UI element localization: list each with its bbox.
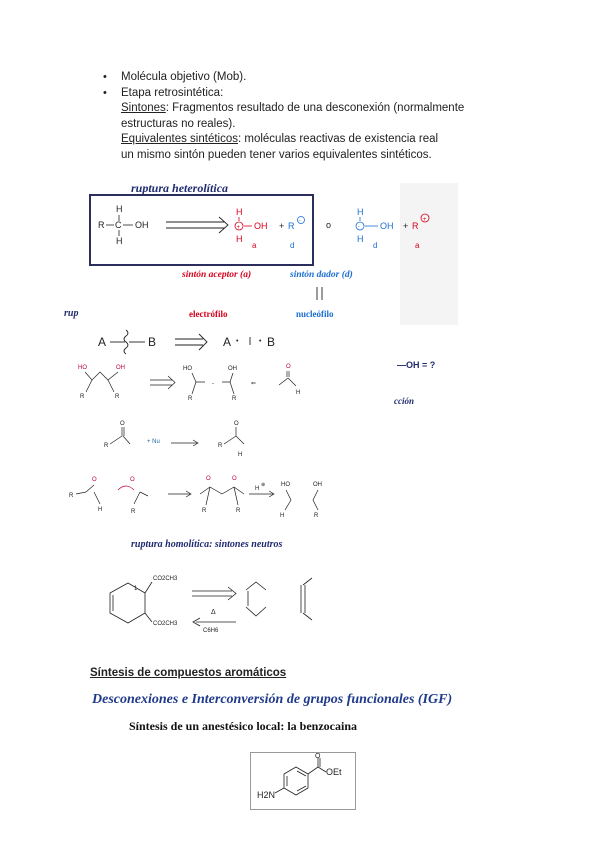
svg-text:C: C — [115, 220, 122, 230]
ester-bottom-label: CO2CH3 — [153, 621, 178, 627]
benzocaine-structure — [251, 753, 355, 809]
svg-text:d: d — [373, 241, 378, 250]
svg-text:O: O — [130, 477, 135, 483]
svg-text:OH: OH — [116, 365, 125, 371]
rup-label: rup — [64, 308, 79, 319]
svg-text:O: O — [234, 421, 239, 427]
generic-disconnection — [98, 330, 275, 354]
bullet-text: Molécula objetivo (Mob). — [121, 71, 247, 83]
equivalentes-cont: un mismo sintón pueden tener varios equivalentes sintéticos. — [121, 148, 432, 161]
sintones-cont: estructuras no reales). — [121, 117, 236, 130]
svg-text:H: H — [236, 234, 243, 244]
svg-text:B: B — [267, 335, 276, 349]
svg-text:H: H — [116, 204, 123, 214]
svg-text:O: O — [206, 476, 211, 482]
svg-text:OH: OH — [313, 482, 322, 488]
equivalentes-text: : moléculas reactivas de existencia real — [237, 133, 439, 145]
svg-text:R: R — [104, 443, 109, 449]
svg-text:O: O — [120, 421, 125, 427]
section-title: Síntesis de compuestos aromáticos — [90, 667, 287, 679]
aldehyde-row — [104, 421, 244, 458]
svg-text:R: R — [98, 220, 105, 230]
svg-text:R: R — [314, 513, 319, 519]
svg-text:R: R — [188, 396, 193, 402]
donor-R-minus — [288, 217, 305, 251]
nucleofilo-label: nucleófilo — [296, 309, 334, 319]
svg-text:HO: HO — [78, 365, 87, 371]
figure1-heading: ruptura heterolítica — [131, 181, 229, 195]
svg-text:a: a — [415, 241, 420, 250]
svg-text:O: O — [315, 753, 321, 760]
svg-text:R: R — [202, 508, 207, 514]
svg-text:OH: OH — [254, 221, 268, 231]
bullet-text: Etapa retrosintética: — [121, 86, 224, 99]
sinton-dador-label: sintón dador (d) — [290, 270, 353, 280]
substrate-molecule — [98, 204, 149, 246]
or-word: o — [326, 220, 332, 230]
svg-text:H: H — [236, 207, 243, 217]
svg-text:-: - — [357, 224, 360, 231]
svg-text:R: R — [288, 221, 295, 231]
svg-text:+: + — [236, 225, 241, 231]
svg-text:H: H — [116, 236, 123, 246]
svg-text:B: B — [148, 335, 157, 349]
ccion-label: cción — [394, 396, 414, 406]
sinton-aceptor-label: sintón aceptor (a) — [182, 270, 252, 280]
solvent-label: C6H6 — [203, 628, 219, 634]
svg-text:OH: OH — [135, 220, 149, 230]
svg-text:O: O — [232, 476, 237, 482]
equivalentes-term: Equivalentes sintéticos — [121, 133, 238, 145]
svg-text:O: O — [286, 364, 291, 370]
svg-text:R: R — [69, 493, 74, 499]
benzocaine-title: Síntesis de un anestésico local: la benzocaina — [129, 719, 358, 733]
svg-text:d: d — [290, 241, 295, 250]
svg-text:-: - — [298, 218, 301, 225]
svg-text:a: a — [252, 241, 257, 250]
amine-group-label: H2N — [257, 790, 276, 800]
svg-text:H: H — [255, 486, 260, 492]
delta-label: Δ — [211, 609, 216, 616]
donor-fragment — [356, 207, 394, 250]
svg-text:+: + — [422, 216, 427, 223]
svg-text:•: • — [259, 338, 262, 345]
svg-text:+: + — [403, 221, 409, 231]
double-bar — [317, 287, 322, 300]
svg-text:O: O — [92, 477, 97, 483]
svg-text:H: H — [357, 207, 364, 217]
svg-text:H: H — [98, 507, 103, 513]
electrofilo-label: electrófilo — [189, 309, 228, 319]
svg-text:R: R — [131, 509, 136, 515]
svg-text:OH: OH — [228, 366, 237, 372]
oh-question-label: —OH = ? — [397, 360, 436, 370]
svg-text:H: H — [296, 390, 301, 396]
svg-text:-: - — [212, 381, 214, 387]
svg-text:H: H — [238, 452, 243, 458]
svg-text:⊕: ⊕ — [261, 482, 266, 488]
radical-row — [69, 476, 322, 519]
svg-text:H: H — [357, 234, 364, 244]
svg-text:OH: OH — [380, 221, 394, 231]
acceptor-fragment — [235, 207, 268, 250]
svg-text:R: R — [115, 394, 120, 400]
svg-text:R: R — [232, 396, 237, 402]
svg-text:A: A — [223, 335, 232, 349]
figure2-heading: ruptura homolítica: sintones neutros — [131, 539, 283, 550]
svg-text:R: R — [218, 443, 223, 449]
svg-text:A: A — [98, 335, 107, 349]
svg-text:+ Nu: + Nu — [147, 439, 160, 445]
igf-subtitle: Desconexiones e Interconversión de grupos funcionales (IGF) — [92, 692, 453, 707]
svg-text:•: • — [236, 338, 239, 345]
svg-text:HO: HO — [183, 366, 192, 372]
diol-row — [78, 364, 300, 402]
benzocaine-frame — [250, 752, 356, 810]
svg-text:H: H — [280, 513, 285, 519]
svg-text:R: R — [80, 394, 85, 400]
retro-arrow-1 — [166, 217, 228, 233]
svg-text:HO: HO — [281, 482, 290, 488]
ester-top-label: CO2CH3 — [153, 576, 178, 582]
svg-text:R: R — [412, 221, 419, 231]
sintones-term: Sintones — [121, 102, 166, 114]
svg-text:+: + — [279, 221, 285, 231]
ester-group-label: OEt — [326, 767, 342, 777]
diels-alder-scheme — [110, 576, 312, 634]
svg-text:R: R — [236, 508, 241, 514]
sintones-text: : Fragmentos resultado de una desconexión (normalmente — [165, 102, 465, 114]
svg-text:1: 1 — [134, 586, 138, 592]
acceptor-R-plus — [412, 214, 429, 250]
svg-text:⇐: ⇐ — [251, 381, 257, 387]
